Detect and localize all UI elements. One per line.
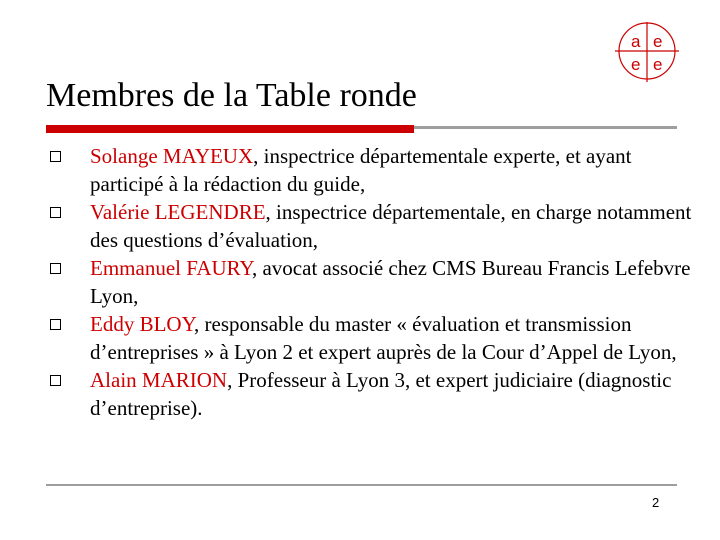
logo-letter: e bbox=[653, 55, 663, 74]
member-description: , inspectrice départementale experte, et ayant participé à la rédaction du guide, bbox=[90, 144, 632, 196]
footer-rule bbox=[46, 484, 677, 486]
member-description: , avocat associé chez CMS Bureau Francis Lefebvre Lyon, bbox=[90, 256, 691, 308]
square-bullet-icon bbox=[50, 207, 61, 218]
page-number: 2 bbox=[652, 495, 660, 510]
title-rule-red bbox=[46, 125, 414, 133]
list-item bbox=[46, 142, 696, 198]
member-name: Emmanuel FAURY bbox=[90, 256, 252, 280]
member-description: , Professeur à Lyon 3, et expert judiciaire (diagnostic d’entreprise). bbox=[90, 368, 672, 420]
square-bullet-icon bbox=[50, 263, 61, 274]
member-list bbox=[46, 142, 696, 422]
square-bullet-icon bbox=[50, 375, 61, 386]
member-description: , inspectrice départementale, en charge notamment des questions d’évaluation, bbox=[90, 200, 692, 252]
slide-title: Membres de la Table ronde bbox=[46, 77, 417, 114]
ae-logo bbox=[611, 20, 683, 84]
square-bullet-icon bbox=[50, 151, 61, 162]
member-description: , responsable du master « évaluation et transmission d’entreprises » à Lyon 2 et expert auprès de la Cour d’Appel de Lyon, bbox=[90, 312, 677, 364]
list-item bbox=[46, 198, 696, 254]
list-item bbox=[46, 310, 696, 366]
logo-letter: a bbox=[631, 32, 641, 51]
logo-letter: e bbox=[653, 32, 663, 51]
member-name: Solange MAYEUX bbox=[90, 144, 254, 168]
list-item bbox=[46, 254, 696, 310]
list-item bbox=[46, 366, 696, 422]
logo-letter: e bbox=[631, 55, 641, 74]
member-name: Eddy BLOY bbox=[90, 312, 195, 336]
member-name: Valérie LEGENDRE bbox=[90, 200, 266, 224]
square-bullet-icon bbox=[50, 319, 61, 330]
member-name: Alain MARION bbox=[90, 368, 228, 392]
